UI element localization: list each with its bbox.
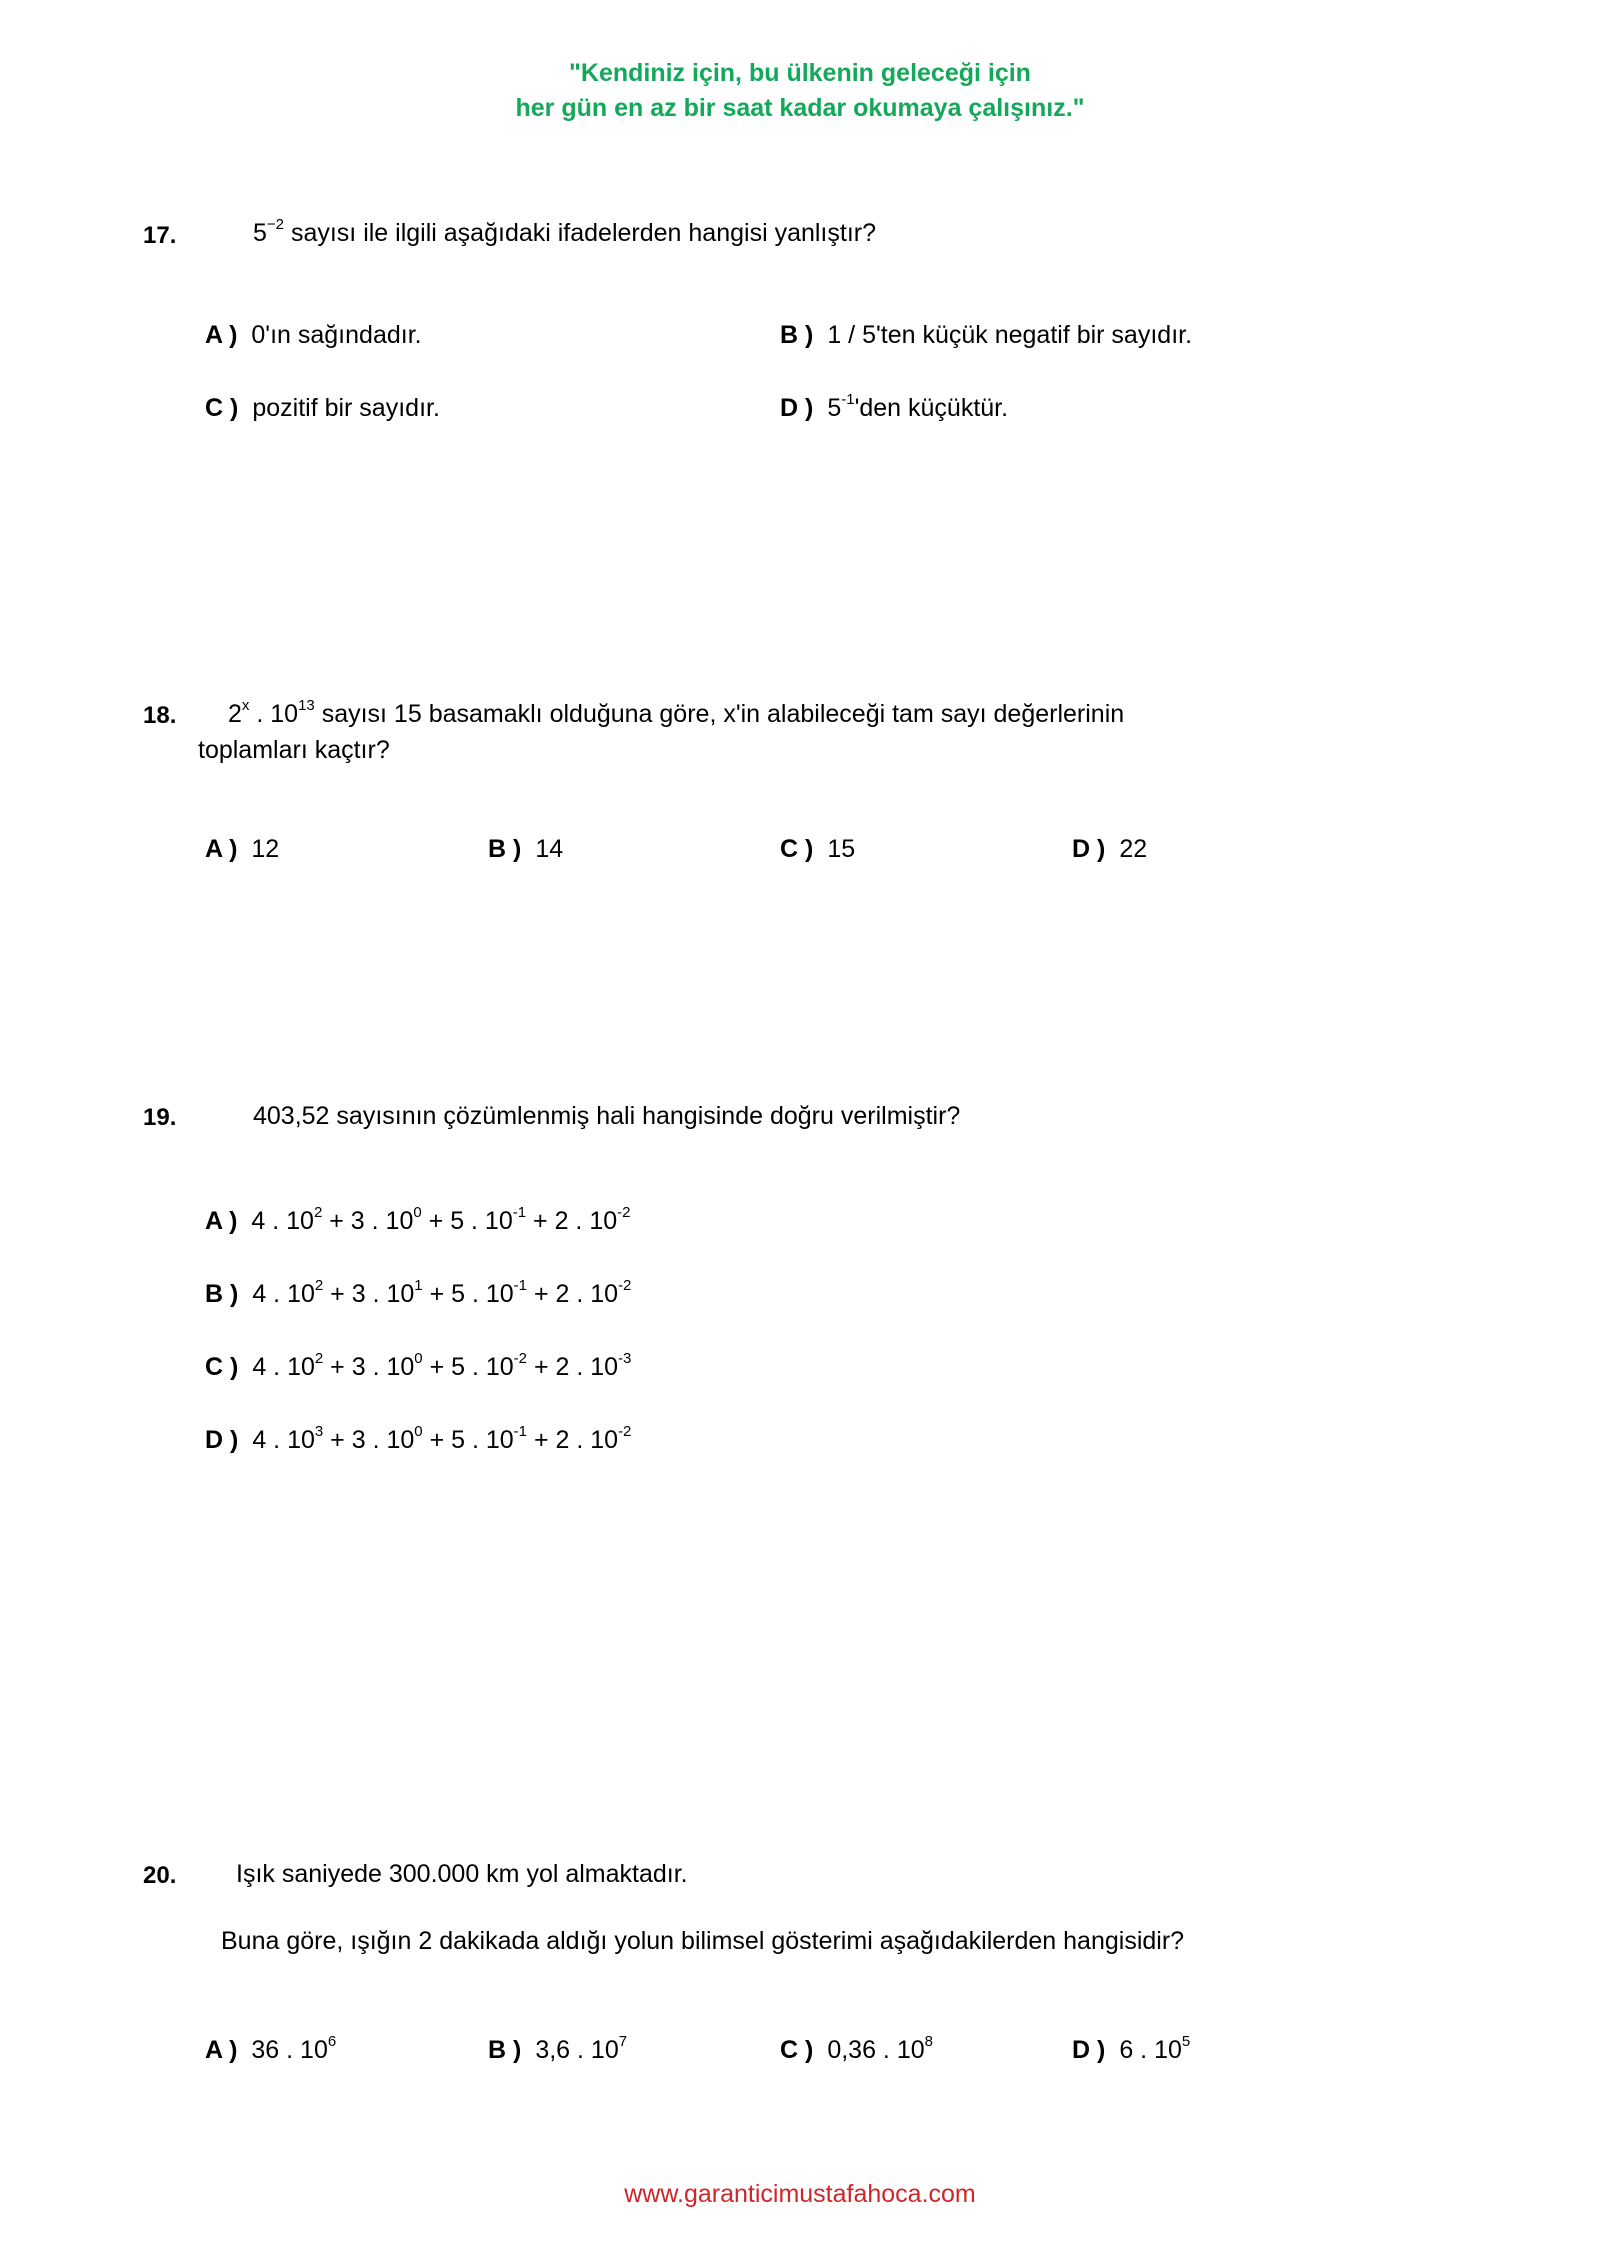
q19-term-exponent: 2 [314,1349,324,1367]
question-19-text: 403,52 sayısının çözümlenmiş hali hangisinde doğru verilmiştir? [253,1102,961,1130]
header-quote-line1: "Kendiniz için, bu ülkenin geleceği için [569,59,1031,87]
q19-term: + 5 . 10 [422,1353,514,1381]
q17-option-a[interactable] [205,321,422,350]
q19-term: + 5 . 10 [422,1426,514,1454]
question-18-text [228,696,1125,729]
q19-term-exponent: -1 [513,1276,528,1294]
q17-option-b-label: B ) [780,321,814,349]
question-17-number: 17. [143,222,177,249]
question-20-line2: Buna göre, ışığın 2 dakikada aldığı yolun bilimsel gösterimi aşağıdakilerden hangisidir? [221,1927,1185,1955]
q19-term-exponent: -2 [513,1349,528,1367]
q19-term: + 3 . 10 [322,1207,414,1235]
q19-option-label: D ) [205,1426,239,1454]
question-18-number: 18. [143,702,177,729]
q19-option-label: B ) [205,1280,239,1308]
q17-option-d-base: 5 [827,394,842,422]
q18-option-d-text: 22 [1119,835,1148,863]
header-quote [0,56,1600,126]
q20-option-d-exponent: 5 [1181,2032,1191,2050]
q19-term-exponent: 0 [413,1203,422,1221]
q19-term: 4 . 10 [251,1207,314,1235]
q18-option-a-text: 12 [251,835,280,863]
q18-part1: 2 [228,700,242,728]
question-19-number: 19. [143,1104,177,1131]
q19-term: 4 . 10 [252,1353,315,1381]
q17-option-a-text: 0'ın sağındadır. [251,321,422,349]
q17-option-d-text: 'den küçüktür. [854,394,1009,422]
q17-base: 5 [253,219,267,247]
question-18-text-line2: toplamları kaçtır? [198,736,390,764]
q19-term-exponent: -2 [617,1203,631,1221]
q19-term-exponent: 2 [313,1203,323,1221]
q18-option-c-text: 15 [827,835,856,863]
q20-option-a-label: A ) [205,2036,238,2064]
question-20-number: 20. [143,1862,177,1889]
q20-option-b[interactable] [488,2032,628,2065]
q17-option-d-exponent: -1 [841,390,855,408]
q19-option-b[interactable] [205,1276,632,1309]
q19-term: + 3 . 10 [323,1426,415,1454]
q19-term-exponent: 0 [414,1349,423,1367]
q20-option-a[interactable] [205,2032,337,2065]
q19-term-exponent: -2 [618,1422,632,1440]
q18-option-b-label: B ) [488,835,522,863]
q19-option-c[interactable] [205,1349,632,1382]
q19-term: + 5 . 10 [422,1280,514,1308]
q19-term: + 2 . 10 [527,1280,619,1308]
q17-option-c[interactable] [205,394,440,423]
q18-exp1: x [241,696,250,714]
q19-term: 4 . 10 [252,1426,315,1454]
q20-option-b-base: 3,6 . 10 [535,2036,619,2064]
q19-term: + 3 . 10 [323,1353,415,1381]
q17-option-c-text: pozitif bir sayıdır. [252,394,440,422]
q17-option-a-label: A ) [205,321,238,349]
q20-option-c[interactable] [780,2032,933,2065]
q18-part2: . 10 [249,700,299,728]
question-17-text [253,215,876,248]
q18-option-a-label: A ) [205,835,238,863]
q17-option-c-label: C ) [205,394,239,422]
q17-option-b-text: 1 / 5'ten küçük negatif bir sayıdır. [827,321,1193,349]
q20-option-b-exponent: 7 [618,2032,628,2050]
q18-part3: sayısı 15 basamaklı olduğuna göre, x'in alabileceği tam sayı değerlerinin [314,700,1125,728]
header-quote-line2: her gün en az bir saat kadar okumaya çalışınız." [515,94,1085,122]
q18-option-d[interactable] [1072,835,1147,864]
q18-option-b[interactable] [488,835,563,864]
q19-term-exponent: -3 [618,1349,632,1367]
q20-option-c-label: C ) [780,2036,814,2064]
q18-exp2: 13 [298,696,315,714]
q20-option-d-label: D ) [1072,2036,1106,2064]
q19-term-exponent: -2 [618,1276,632,1294]
q20-option-b-label: B ) [488,2036,522,2064]
question-20-line1: Işık saniyede 300.000 km yol almaktadır. [236,1860,688,1888]
q20-option-c-base: 0,36 . 10 [827,2036,925,2064]
q17-option-b[interactable] [780,321,1192,350]
q19-term-exponent: -1 [513,1422,528,1440]
q18-option-b-text: 14 [535,835,564,863]
q19-term-exponent: 2 [314,1276,324,1294]
q19-term: + 2 . 10 [527,1353,619,1381]
q19-term-exponent: -1 [512,1203,527,1221]
q19-term: 4 . 10 [252,1280,315,1308]
q20-option-c-exponent: 8 [924,2032,933,2050]
q19-option-a[interactable] [205,1203,631,1236]
q19-option-label: A ) [205,1207,238,1235]
q17-exponent: −2 [266,215,285,233]
q19-term-exponent: 0 [414,1422,423,1440]
q20-option-d-base: 6 . 10 [1119,2036,1182,2064]
q20-option-a-base: 36 . 10 [251,2036,328,2064]
q19-term: + 2 . 10 [527,1426,619,1454]
q17-stem: sayısı ile ilgili aşağıdaki ifadelerden hangisi yanlıştır? [284,219,876,247]
q19-term: + 5 . 10 [421,1207,513,1235]
q19-option-d[interactable] [205,1422,632,1455]
q18-option-c-label: C ) [780,835,814,863]
q18-option-a[interactable] [205,835,279,864]
q20-option-d[interactable] [1072,2032,1191,2065]
q19-term-exponent: 1 [414,1276,423,1294]
q20-option-a-exponent: 6 [327,2032,337,2050]
q19-term-exponent: 3 [314,1422,324,1440]
q19-term: + 3 . 10 [323,1280,415,1308]
q19-term: + 2 . 10 [526,1207,618,1235]
q17-option-d[interactable] [780,390,1009,423]
q19-option-label: C ) [205,1353,239,1381]
q17-option-d-label: D ) [780,394,814,422]
footer-url: www.garanticimustafahoca.com [624,2180,976,2208]
q18-option-d-label: D ) [1072,835,1106,863]
q18-option-c[interactable] [780,835,855,864]
